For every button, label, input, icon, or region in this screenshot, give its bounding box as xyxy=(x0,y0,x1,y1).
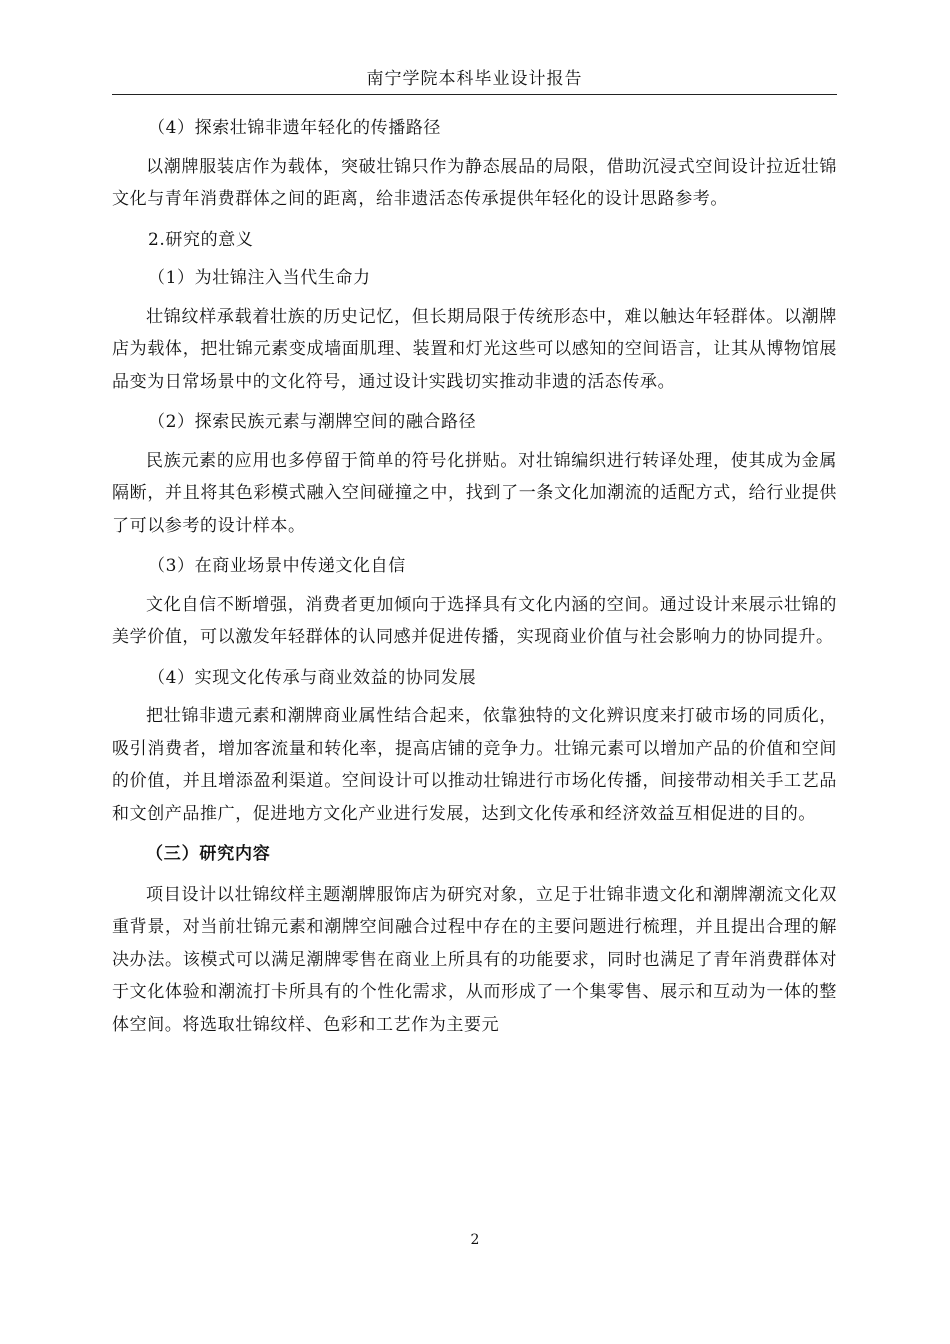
subsection-heading: （3）在商业场景中传递文化自信 xyxy=(148,556,406,576)
body-paragraph: 壮锦纹样承载着壮族的历史记忆，但长期局限于传统形态中，难以触达年轻群体。以潮牌店为载体，把壮锦元素变成墙面肌理、装置和灯光这些可以感知的空间语言，让其从博物馆展品变为日常场景中的文化符号，通过设计实践切实推动非遗的活态传承。 xyxy=(112,306,837,392)
body-paragraph: 以潮牌服装店作为载体，突破壮锦只作为静态展品的局限，借助沉浸式空间设计拉近壮锦文化与青年消费群体之间的距离，给非遗活态传承提供年轻化的设计思路参考。 xyxy=(112,156,837,209)
page-header: 南宁学院本科毕业设计报告 xyxy=(112,64,837,95)
body-paragraph: 项目设计以壮锦纹样主题潮牌服饰店为研究对象，立足于壮锦非遗文化和潮牌潮流文化双重背景，对当前壮锦元素和潮牌空间融合过程中存在的主要问题进行梳理，并且提出合理的解决办法。该模式可以满足潮牌零售在商业上所具有的功能要求，同时也满足了青年消费群体对于文化体验和潮流打卡所具有的个性化需求，从而形成了一个集零售、展示和互动为一体的整体空间。将选取壮锦纹样、色彩和工艺作为主要元 xyxy=(112,884,837,1035)
section-heading: 2.研究的意义 xyxy=(148,229,254,250)
subsection-heading: （4）实现文化传承与商业效益的协同发展 xyxy=(148,667,477,688)
page-number: 2 xyxy=(470,1232,480,1248)
body-paragraph: 把壮锦非遗元素和潮牌商业属性结合起来，依靠独特的文化辨识度来打破市场的同质化，吸引消费者，增加客流量和转化率，提高店铺的竞争力。壮锦元素可以增加产品的价值和空间的价值，并且增添盈利渠道。空间设计可以推动壮锦进行市场化传播，间接带动相关手工艺品和文创产品推广，促进地方文化产业进行发展，达到文化传承和经济效益互相促进的目的。 xyxy=(112,706,837,824)
subsection-heading: （4）探索壮锦非遗年轻化的传播路径 xyxy=(148,118,442,138)
body-paragraph: 民族元素的应用也多停留于简单的符号化拼贴。对壮锦编织进行转译处理，使其成为金属隔断，并且将其色彩模式融入空间碰撞之中，找到了一条文化加潮流的适配方式，给行业提供了可以参考的设计样本。 xyxy=(112,450,837,536)
subsection-heading: （1）为壮锦注入当代生命力 xyxy=(148,268,371,288)
body-paragraph: 文化自信不断增强，消费者更加倾向于选择具有文化内涵的空间。通过设计来展示壮锦的美学价值，可以激发年轻群体的认同感并促进传播，实现商业价值与社会影响力的协同提升。 xyxy=(112,594,837,647)
section-title: （三）研究内容 xyxy=(146,844,271,864)
subsection-heading: （2）探索民族元素与潮牌空间的融合路径 xyxy=(148,412,477,432)
document-body xyxy=(112,112,837,1041)
